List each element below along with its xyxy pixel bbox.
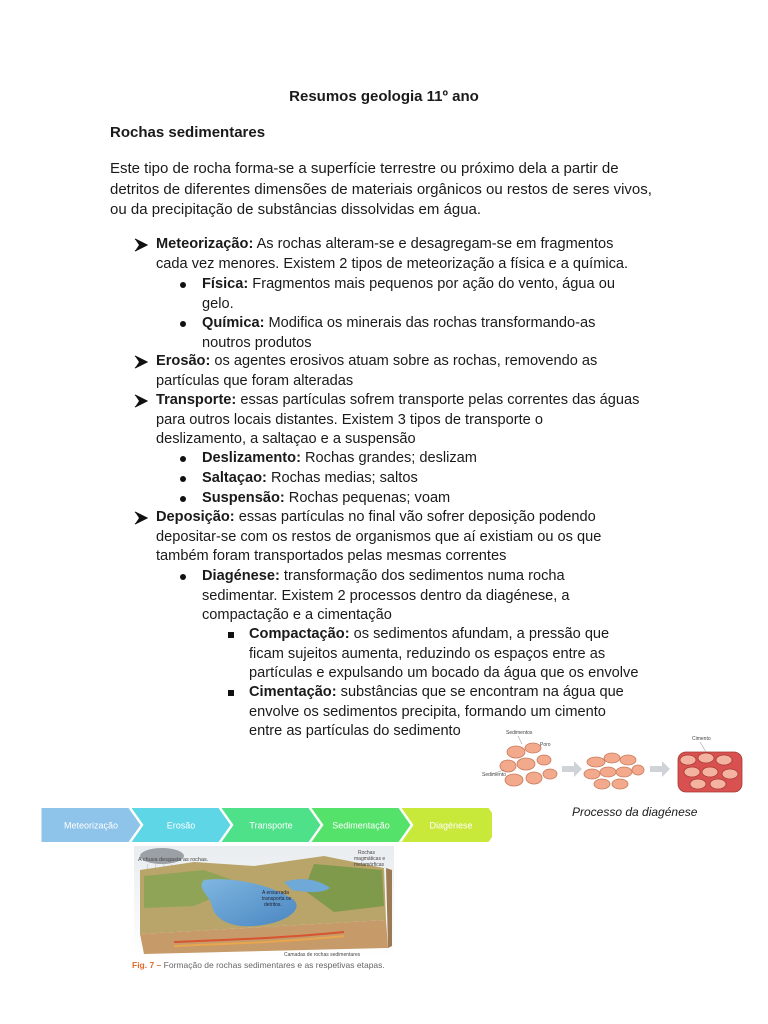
flow-step-label: Sedimentação bbox=[332, 820, 390, 831]
arrow-bullet-icon bbox=[134, 238, 148, 257]
list-item-text: essas partículas no final vão sofrer deposição podendo bbox=[234, 509, 596, 525]
square-bullet-icon bbox=[228, 632, 234, 638]
flow-step bbox=[222, 808, 321, 842]
list-item-line: envolve os sedimentos precipita, formando um cimento bbox=[249, 703, 606, 720]
list-item-term: Deslizamento: bbox=[202, 450, 301, 466]
arrow-bullet-icon bbox=[134, 394, 148, 413]
list-item-term: Física: bbox=[202, 276, 249, 292]
list-item bbox=[249, 625, 669, 684]
dot-bullet-icon bbox=[180, 282, 186, 288]
list-item-text: os agentes erosivos atuam sobre as rochas, removendo as bbox=[210, 353, 598, 369]
list-item-term: Erosão: bbox=[156, 353, 211, 369]
document-title: Resumos geologia 11º ano bbox=[289, 88, 479, 105]
list-item-line bbox=[249, 625, 669, 645]
list-item-line bbox=[202, 567, 647, 587]
list-item-line: ficam sujeitos aumenta, reduzindo os espaços entre as bbox=[249, 645, 606, 662]
dot-bullet-icon bbox=[180, 476, 186, 482]
list-item-text: os sedimentos afundam, a pressão que bbox=[349, 626, 610, 642]
process-flow-chevrons bbox=[40, 808, 492, 842]
list-item bbox=[202, 489, 647, 509]
square-bullet-icon bbox=[228, 690, 234, 696]
flow-step-label: Meteorização bbox=[63, 820, 119, 831]
list-item-line bbox=[156, 391, 666, 411]
diagenesis-caption: Processo da diagénese bbox=[572, 805, 698, 819]
list-item bbox=[202, 469, 647, 489]
list-item-text: Fragmentos mais pequenos por ação do vento, água ou bbox=[248, 276, 615, 292]
list-item-term: Cimentação: bbox=[249, 684, 337, 700]
flow-step bbox=[132, 808, 231, 842]
list-item-text: transformação dos sedimentos numa rocha bbox=[279, 568, 565, 584]
list-item-text: Modifica os minerais das rochas transformando-as bbox=[264, 315, 596, 331]
list-item bbox=[156, 391, 666, 450]
list-item-term: Suspensão: bbox=[202, 490, 285, 506]
list-item-term: Meteorização: bbox=[156, 236, 254, 252]
intro-paragraph: Este tipo de rocha forma-se a superfície terrestre ou próximo dela a partir de detritos de diferentes dimensões de materiais orgânicos ou restos de seres vivos, ou da precipitação de substâncias dissolvidas em água. bbox=[110, 160, 652, 218]
list-item-term: Diagénese: bbox=[202, 568, 280, 584]
list-item-term: Transporte: bbox=[156, 392, 237, 408]
list-item-term: Deposição: bbox=[156, 509, 235, 525]
dot-bullet-icon bbox=[180, 321, 186, 327]
section-heading: Rochas sedimentares bbox=[110, 124, 266, 141]
diagenesis-figure bbox=[478, 726, 750, 796]
list-item-text: Rochas grandes; deslizam bbox=[300, 450, 477, 466]
dot-bullet-icon bbox=[180, 496, 186, 502]
list-item-text: substâncias que se encontram na água que bbox=[336, 684, 624, 700]
sediment-cluster-3 bbox=[678, 752, 742, 792]
label-cimento: Cimento bbox=[692, 736, 711, 742]
list-item-line: também foram transportados pelas mesmas correntes bbox=[156, 548, 507, 564]
arrow-bullet-icon bbox=[134, 511, 148, 530]
sedimentary-landscape-figure bbox=[134, 846, 394, 958]
dot-bullet-icon bbox=[180, 574, 186, 580]
list-item-line bbox=[156, 352, 666, 372]
list-item-term: Saltaçao: bbox=[202, 470, 267, 486]
list-item-line: cada vez menores. Existem 2 tipos de meteorização a física e a química. bbox=[156, 255, 629, 272]
list-item-line bbox=[202, 275, 647, 295]
list-item-text: As rochas alteram-se e desagregam-se em fragmentos bbox=[253, 236, 614, 252]
figure-caption bbox=[132, 960, 385, 970]
list-item-line: partículas e expulsando um bocado da água que os envolve bbox=[249, 665, 639, 681]
list-item bbox=[156, 508, 666, 567]
label-enxurrada-3: detritos. bbox=[264, 902, 282, 908]
label-poro: Poro bbox=[540, 742, 551, 748]
flow-step-label: Transporte bbox=[249, 820, 293, 831]
label-camadas: Camadas de rochas sedimentares bbox=[284, 952, 361, 958]
list-item-line bbox=[156, 508, 666, 528]
list-item-line bbox=[202, 469, 647, 489]
label-enxurrada-2: transporta os bbox=[262, 896, 292, 902]
list-item-text: Rochas pequenas; voam bbox=[284, 490, 451, 506]
label-chuva: A chuva desgasta as rochas. bbox=[138, 857, 209, 863]
list-item bbox=[202, 314, 647, 353]
flow-step-label: Erosão bbox=[166, 820, 196, 831]
arrow-bullet-icon bbox=[134, 355, 148, 374]
figure-number: Fig. 7 – bbox=[132, 960, 162, 970]
list-item-text: essas partículas sofrem transporte pelas correntes das águas bbox=[236, 392, 640, 408]
list-item bbox=[156, 235, 666, 274]
flow-step-label: Diagénese bbox=[429, 820, 473, 831]
list-item-line: gelo. bbox=[202, 295, 234, 312]
list-item-line: entre as partículas do sedimento bbox=[249, 723, 461, 739]
list-item-line: sedimentar. Existem 2 processos dentro da diagénese, a bbox=[202, 587, 570, 604]
list-item-line: depositar-se com os restos de organismos que aí existiam ou os que bbox=[156, 528, 602, 545]
figure-caption-text: Formação de rochas sedimentares e as respetivas etapas. bbox=[161, 960, 385, 970]
list-item-line bbox=[202, 489, 647, 509]
list-item-line: deslizamento, a saltaçao e a suspensão bbox=[156, 431, 416, 447]
flow-step bbox=[312, 808, 411, 842]
flow-step bbox=[42, 808, 141, 842]
label-rochas-1: Rochas bbox=[358, 850, 375, 856]
list-item-line: para outros locais distantes. Existem 3 tipos de transporte o bbox=[156, 411, 543, 428]
list-item-line: partículas que foram alteradas bbox=[156, 372, 354, 389]
list-item-line: compactação e a cimentação bbox=[202, 607, 392, 623]
label-sedimentos: Sedimentos bbox=[506, 730, 533, 736]
flow-step bbox=[402, 808, 493, 842]
list-item-line: noutros produtos bbox=[202, 334, 312, 351]
list-item bbox=[156, 352, 666, 391]
label-sedimento: Sedimento bbox=[482, 772, 506, 778]
list-item-line bbox=[249, 683, 669, 703]
list-item-term: Compactação: bbox=[249, 626, 350, 642]
list-item-term: Química: bbox=[202, 315, 265, 331]
list-item-line bbox=[202, 449, 647, 469]
label-rochas-3: metamórficas bbox=[354, 862, 385, 868]
dot-bullet-icon bbox=[180, 456, 186, 462]
list-item bbox=[202, 449, 647, 469]
list-item-line bbox=[202, 314, 647, 334]
list-item bbox=[202, 567, 647, 626]
label-rochas-2: magmáticas e bbox=[354, 856, 386, 862]
label-enxurrada-1: A enxurrada bbox=[262, 890, 289, 896]
list-item bbox=[202, 275, 647, 314]
list-item-text: Rochas medias; saltos bbox=[266, 470, 418, 486]
list-item-line bbox=[156, 235, 666, 255]
